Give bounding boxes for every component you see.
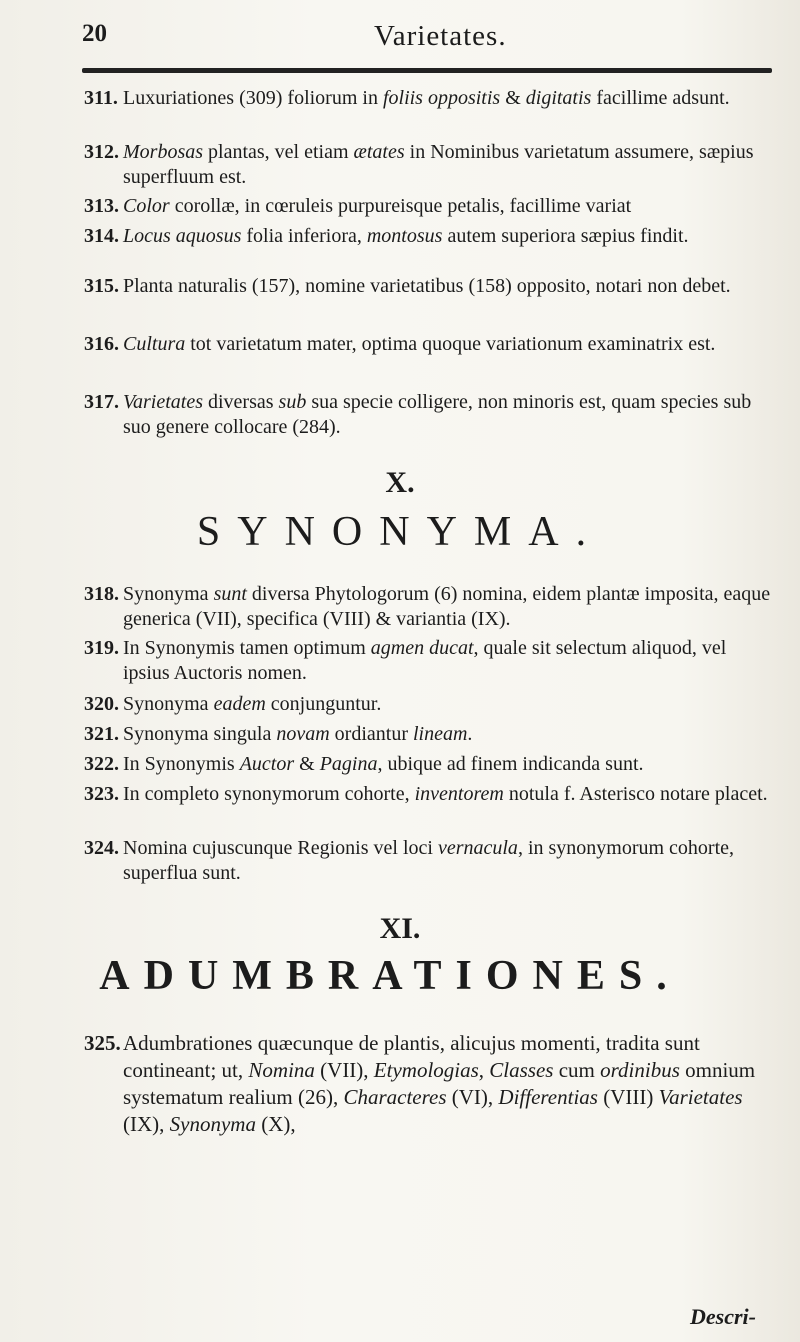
page-number: 20 bbox=[82, 20, 107, 47]
paragraph-number: 315. bbox=[84, 275, 119, 297]
paragraph-325 bbox=[84, 1030, 774, 1138]
paragraph-text: Nomina cujuscunque Regionis vel loci vernacula, in synonymorum cohorte, superflua sunt. bbox=[123, 837, 735, 884]
paragraph-315 bbox=[84, 274, 774, 299]
paragraph-317 bbox=[84, 390, 774, 440]
paragraph-text: In completo synonymorum cohorte, inventorem notula f. Asterisco notare placet. bbox=[123, 783, 768, 805]
paragraph-text: Synonyma singula novam ordiantur lineam. bbox=[123, 723, 473, 745]
paragraph-text: Cultura tot varietatum mater, optima quoque variationum examinatrix est. bbox=[123, 333, 716, 355]
section-number: X. bbox=[385, 466, 415, 499]
paragraph-313 bbox=[84, 194, 774, 219]
section-title: SYNONYMA. bbox=[196, 509, 604, 555]
paragraph-number: 321. bbox=[84, 723, 119, 745]
running-head: Varietates. bbox=[374, 20, 507, 52]
paragraph-321 bbox=[84, 722, 774, 747]
paragraph-number: 316. bbox=[84, 333, 119, 355]
paragraph-text: Synonyma sunt diversa Phytologorum (6) nomina, eidem plantæ imposita, eaque generica (VII), specifica (VIII) & variantia (IX). bbox=[123, 583, 771, 630]
section-title: ADUMBRATIONES. bbox=[99, 953, 681, 999]
paragraph-number: 314. bbox=[84, 225, 119, 247]
paragraph-number: 311. bbox=[84, 87, 118, 109]
paragraph-320 bbox=[84, 692, 774, 717]
paragraph-number: 324. bbox=[84, 837, 119, 859]
page-header bbox=[82, 20, 764, 52]
paragraph-318 bbox=[84, 582, 774, 632]
paragraph-text: Luxuriationes (309) foliorum in foliis oppositis & digitatis facillime adsunt. bbox=[123, 87, 730, 109]
paragraph-319 bbox=[84, 636, 774, 686]
paragraph-text: Locus aquosus folia inferiora, montosus autem superiora sæpius findit. bbox=[123, 225, 689, 247]
paragraph-number: 319. bbox=[84, 637, 119, 659]
paragraph-316 bbox=[84, 332, 774, 357]
paragraph-323 bbox=[84, 782, 774, 807]
paragraph-312 bbox=[84, 140, 774, 190]
paragraph-text: In Synonymis Auctor & Pagina, ubique ad finem indicanda sunt. bbox=[123, 753, 644, 775]
paragraph-number: 312. bbox=[84, 141, 119, 163]
section-number: XI. bbox=[379, 912, 421, 945]
paragraph-322 bbox=[84, 752, 774, 777]
paragraph-text: Morbosas plantas, vel etiam ætates in Nominibus varietatum assumere, sæpius superfluum est. bbox=[123, 141, 754, 188]
paragraph-text: Varietates diversas sub sua specie colligere, non minoris est, quam species sub suo genere collocare (284). bbox=[123, 391, 752, 438]
paragraph-text: Color corollæ, in cœruleis purpureisque petalis, facillime variat bbox=[123, 195, 632, 217]
paragraph-number: 320. bbox=[84, 693, 119, 715]
paragraph-text: Synonyma eadem conjunguntur. bbox=[123, 693, 382, 715]
paragraph-324 bbox=[84, 836, 774, 886]
catchword: Descri- bbox=[690, 1304, 756, 1329]
paragraph-number: 313. bbox=[84, 195, 119, 217]
paragraph-text: Planta naturalis (157), nomine varietatibus (158) opposito, notari non debet. bbox=[123, 275, 731, 297]
paragraph-text: In Synonymis tamen optimum agmen ducat, quale sit selectum aliquod, vel ipsius Auctoris nomen. bbox=[123, 637, 727, 684]
paragraph-number: 322. bbox=[84, 753, 119, 775]
paragraph-text: Adumbrationes quæcunque de plantis, alicujus momenti, tradita sunt contineant; ut, Nomina (VII), Etymologias, Classes cum ordinibus omnium systematum realium (26), Characteres (VI), Differentias (VIII) Varietates (IX), Synonyma (X), bbox=[123, 1031, 756, 1136]
paragraph-number: 317. bbox=[84, 391, 119, 413]
paragraph-number: 318. bbox=[84, 583, 119, 605]
paragraph-314 bbox=[84, 224, 774, 249]
paragraph-number: 323. bbox=[84, 783, 119, 805]
paragraph-number: 325. bbox=[84, 1031, 121, 1055]
paragraph-311 bbox=[84, 86, 774, 111]
header-rule bbox=[82, 68, 772, 73]
